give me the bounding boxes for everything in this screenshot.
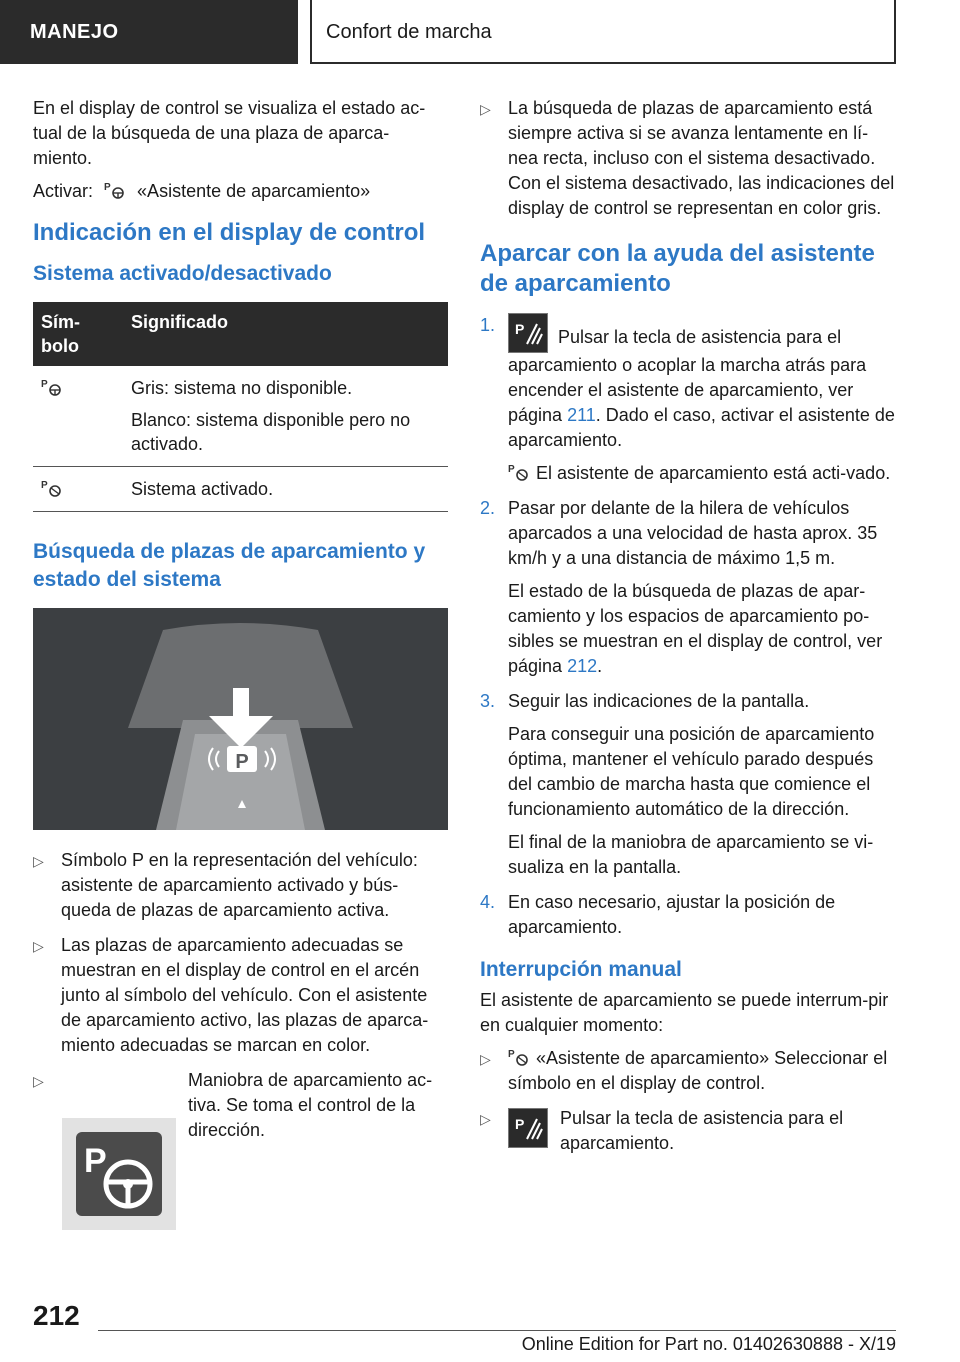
list-item: ▷ P «Asistente de aparcamiento» Seleccionar el símbolo en el display de control. xyxy=(480,1048,888,1093)
heading-park-with-assistant: Aparcar con la ayuda del asistente de aparcamiento xyxy=(480,240,875,297)
symbol-table xyxy=(33,302,448,512)
list-item: 2. Pasar por delante de la hilera de vehículos aparcados a una velocidad de hasta aprox. 35 km/h y a una distancia de máximo 1,5 m. El estado de la búsqueda de plazas de apar-camiento y los espacios de aparcamiento po-sibles se muestran en el display de control, ver página 212. xyxy=(480,498,883,676)
parking-assist-key-icon xyxy=(508,313,548,353)
page-link-211[interactable]: 211 xyxy=(567,405,596,425)
list-item: 1. P Pulsar la tecla de asistencia para el aparcamiento o acoplar la marcha atrás para encender el asistente de aparcamiento, ver página 211. Dado el caso, activar el asistente de aparcamiento. P El asistente de aparcamiento está acti-vado. xyxy=(480,315,895,483)
heading-system-status: Sistema activado/desactivado xyxy=(33,262,332,285)
footer-divider xyxy=(98,1330,896,1331)
svg-text:P: P xyxy=(104,182,111,193)
control-display-illustration xyxy=(33,608,448,830)
list-item: ▷ Maniobra de aparcamiento ac-tiva. Se toma el control de la dirección. xyxy=(33,1070,433,1140)
activate-text: «Asistente de aparcamiento» xyxy=(137,181,371,201)
table-header-meaning: Significado xyxy=(123,302,448,366)
footer-edition: Online Edition for Part no. 01402630888 - X/19 xyxy=(521,1334,896,1354)
header-section: MANEJO xyxy=(0,0,298,64)
meaning-grey: Gris: sistema no disponible. xyxy=(131,378,353,398)
triangle-bullet-icon: ▷ xyxy=(33,1073,44,1089)
list-item: ▷ La búsqueda de plazas de aparcamiento está siempre activa si se avanza lentamente en lí-nea recta, incluso con el sistema desactivado. Con el sistema desactivado, las indicaciones del display de control se representan en color gris. xyxy=(480,98,895,218)
meaning-white: Blanco: sistema disponible pero no activado. xyxy=(131,410,411,454)
table-header-symbol: Sím-bolo xyxy=(33,302,123,366)
table-row xyxy=(33,467,448,512)
triangle-bullet-icon: ▷ xyxy=(480,1111,491,1127)
heading-display-indication: Indicación en el display de control xyxy=(33,219,426,246)
svg-text:P: P xyxy=(41,379,48,390)
activate-label: Activar: xyxy=(33,181,94,201)
triangle-bullet-icon: ▷ xyxy=(480,1051,491,1067)
right-column xyxy=(480,96,896,1166)
heading-manual-interruption: Interrupción manual xyxy=(480,958,682,981)
svg-text:P: P xyxy=(41,480,48,491)
svg-text:P: P xyxy=(515,321,525,337)
interrupt-bullets xyxy=(480,1046,896,1156)
activate-line xyxy=(33,179,448,204)
triangle-bullet-icon: ▷ xyxy=(33,853,44,869)
svg-text:P: P xyxy=(508,464,515,475)
parking-assist-key-icon xyxy=(508,1108,548,1148)
heading-search-status: Búsqueda de plazas de aparcamiento y estado del sistema xyxy=(33,540,426,591)
page-number: 212 xyxy=(33,1300,80,1331)
header-chapter: Confort de marcha xyxy=(310,0,896,64)
vehicle-p-symbol: P xyxy=(235,751,249,773)
list-item: 3. Seguir las indicaciones de la pantalla. Para conseguir una posición de aparcamiento óptima, mantener el vehículo parado después del cambio de marcha hasta que comience el funcionamiento automático de la dirección. El final de la maniobra de aparcamiento se vi-sualiza en la pantalla. xyxy=(480,691,875,877)
list-item: ▷ Las plazas de aparcamiento adecuadas se muestran en el display de control en el arcén junto al símbolo del vehículo. Con el asistente de aparcamiento activo, las plazas de aparca-miento adecuadas se marcan en color. xyxy=(33,935,429,1055)
parking-assistant-icon xyxy=(104,180,126,200)
table-row xyxy=(33,366,448,467)
triangle-bullet-icon: ▷ xyxy=(33,938,44,954)
svg-text:P: P xyxy=(508,1049,515,1060)
parking-assistant-active-icon xyxy=(508,462,530,482)
triangle-bullet-icon: ▷ xyxy=(480,101,491,117)
park-steps xyxy=(480,313,896,940)
parking-assistant-active-icon xyxy=(41,478,63,498)
svg-text:P: P xyxy=(515,1116,525,1132)
maneuver-p-letter: P xyxy=(84,1142,107,1180)
list-item: 4. En caso necesario, ajustar la posición de aparcamiento. xyxy=(480,892,836,937)
interrupt-intro: El asistente de aparcamiento se puede interrum-pir en cualquier momento: xyxy=(480,990,889,1035)
intro-paragraph: En el display de control se visualiza el estado ac-tual de la búsqueda de una plaza de aparca-miento. xyxy=(33,98,426,168)
maneuver-active-icon xyxy=(62,1118,176,1230)
meaning-active: Sistema activado. xyxy=(123,467,448,512)
parking-assistant-off-icon xyxy=(41,377,63,397)
page-link-212[interactable]: 212 xyxy=(567,656,598,676)
parking-assistant-icon xyxy=(508,1047,530,1067)
list-item: ▷ Símbolo P en la representación del vehículo: asistente de aparcamiento activado y bús-queda de plazas de aparcamiento activa. xyxy=(33,850,418,920)
list-item: ▷ P Pulsar la tecla de asistencia para el aparcamiento. xyxy=(480,1108,844,1153)
left-column xyxy=(33,96,448,1198)
